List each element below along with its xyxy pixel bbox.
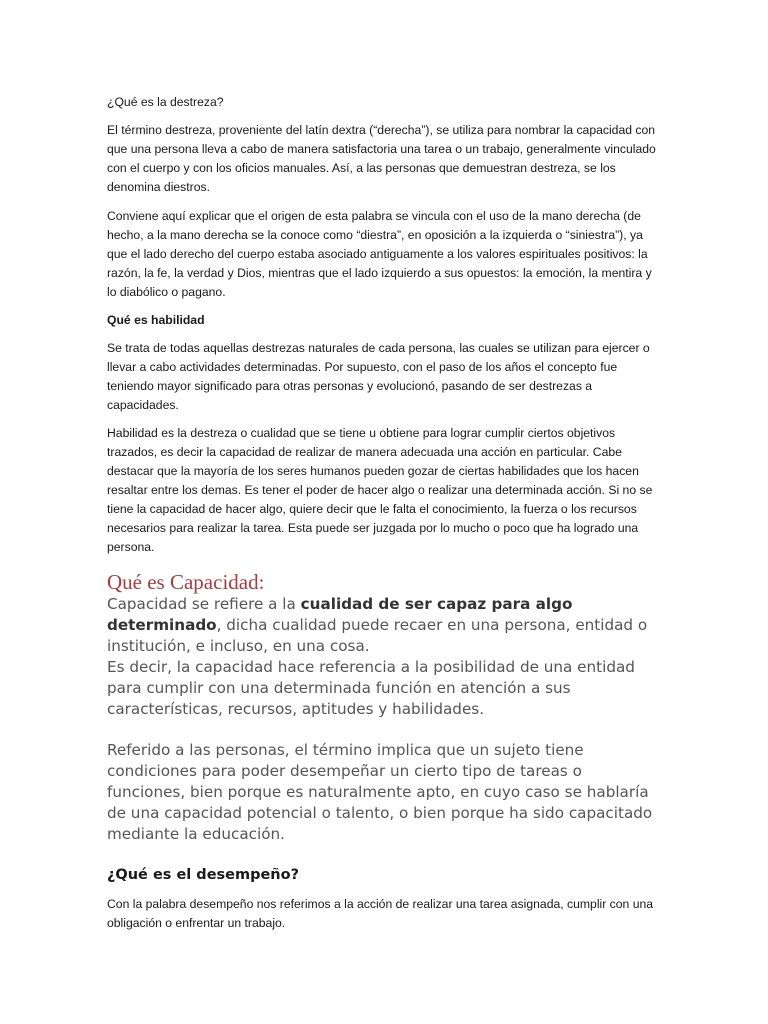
document-page bbox=[107, 86, 663, 933]
heading-que-es-destreza: ¿Qué es la destreza? bbox=[107, 95, 224, 109]
heading-que-es-capacidad: Qué es Capacidad: bbox=[107, 570, 265, 594]
paragraph-habilidad-1: Se trata de todas aquellas destrezas naturales de cada persona, las cuales se utilizan para ejercer o llevar a cabo actividades determinadas. Por supuesto, con el paso de los años el concepto fue teniendo mayor significado para otras personas y evolucionó, pasando de ser destrezas a capacidades. bbox=[107, 341, 650, 412]
paragraph-desempeno: Con la palabra desempeño nos referimos a la acción de realizar una tarea asignada, cumplir con una obligación o enfrentar un trabajo. bbox=[107, 897, 654, 930]
heading-que-es-desempeno: ¿Qué es el desempeño? bbox=[107, 867, 300, 883]
capacidad-intro-bold: cualidad de ser capaz para algo determinado bbox=[107, 595, 573, 634]
paragraph-capacidad-personas: Referido a las personas, el término implica que un sujeto tiene condiciones para poder desempeñar un cierto tipo de tareas o funciones, bien porque es naturalmente apto, en cuyo caso se hablaría de una capacidad potencial o talento, o bien porque ha sido capacitado mediante la educación. bbox=[107, 741, 653, 843]
paragraph-capacidad-intro bbox=[107, 594, 663, 657]
capacidad-intro-post: , dicha cualidad puede recaer en una persona, entidad o institución, e incluso, en una cosa. bbox=[107, 616, 648, 655]
paragraph-destreza-origen: Conviene aquí explicar que el origen de esta palabra se vincula con el uso de la mano derecha (de hecho, a la mano derecha se la conoce como “diestra”, en oposición a la izquierda o “siniestra”), ya que el lado derecho del cuerpo estaba asociado antiguamente a los valores espirituales positivos: la razón, la fe, la verdad y Dios, mientras que el lado izquierdo a sus opuestos: la emoción, la mentira y lo diabólico o pagano. bbox=[107, 209, 652, 299]
capacidad-intro-pre: Capacidad se refiere a la bbox=[107, 595, 301, 613]
heading-que-es-habilidad: Qué es habilidad bbox=[107, 313, 205, 327]
paragraph-destreza-definicion: El término destreza, proveniente del latín dextra (“derecha”), se utiliza para nombrar la capacidad con que una persona lleva a cabo de manera satisfactoria una tarea o un trabajo, generalmente vinculado con el cuerpo y con los oficios manuales. Así, a las personas que demuestran destreza, se los denomina diestros. bbox=[107, 123, 656, 194]
paragraph-capacidad-es-decir: Es decir, la capacidad hace referencia a la posibilidad de una entidad para cumplir con una determinada función en atención a sus características, recursos, aptitudes y habilidades. bbox=[107, 658, 635, 718]
paragraph-habilidad-2: Habilidad es la destreza o cualidad que se tiene u obtiene para lograr cumplir ciertos objetivos trazados, es decir la capacidad de realizar de manera adecuada una acción en particular. Cabe destacar que la mayoría de los seres humanos pueden gozar de ciertas habilidades que los hacen resaltar entre los demas. Es tener el poder de hacer algo o realizar una determinada acción. Si no se tiene la capacidad de hacer algo, quiere decir que le falta el conocimiento, la fuerza o los recursos necesarios para realizar la tarea. Esta puede ser juzgada por lo mucho o poco que ha logrado una persona. bbox=[107, 426, 653, 554]
